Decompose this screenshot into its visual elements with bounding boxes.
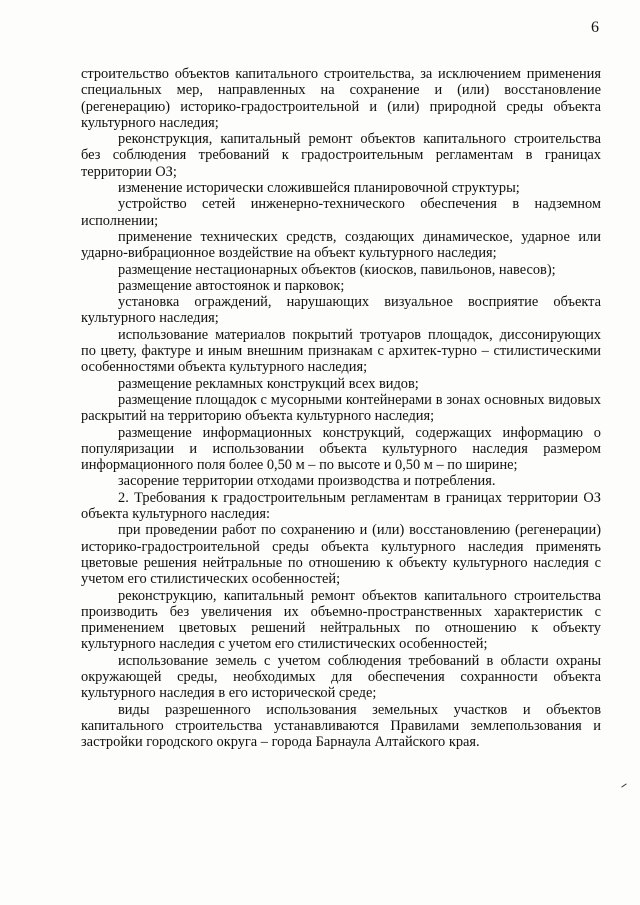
paragraph: строительство объектов капитального строительства, за исключением применения специальных мер, направленных на сохранение и (или) восстановление (регенерацию) историко-градостроительной и (или) природной среды объекта культурного наследия; <box>81 66 601 131</box>
paragraph: при проведении работ по сохранению и (или) восстановлению (регенерации) историко-градостроительной среды объекта культурного наследия применять цветовые решения нейтральные по отношению к объекту культурного наследия с учетом его стилистических особенностей; <box>81 522 601 588</box>
paragraph: применение технических средств, создающих динамическое, ударное или ударно-вибрационное воздействие на объект культурного наследия; <box>81 228 601 262</box>
paragraph: размещение нестационарных объектов (киосков, павильонов, навесов); <box>118 261 556 278</box>
paragraph: установка ограждений, нарушающих визуальное восприятие объекта культурного наследия; <box>81 294 601 327</box>
paragraph: устройство сетей инженерно-технического обеспечения в надземном исполнении; <box>81 196 601 229</box>
paragraph: 2. Требования к градостроительным регламентам в границах территории ОЗ объекта культурного наследия: <box>81 489 601 523</box>
paragraph: использование земель с учетом соблюдения требований в области охраны окружающей среды, необходимых для обеспечения сохранности объекта культурного наследия в его исторической среде; <box>81 652 601 702</box>
paragraph: размещение автостоянок и парковок; <box>118 277 345 294</box>
paragraph: реконструкцию, капитальный ремонт объектов капитального строительства производить без увеличения их объемно-пространственных характеристик с применением цветовых решений нейтральных по отношению к объекту культурного наследия с учетом его стилистических особенностей; <box>81 587 601 653</box>
paragraph: размещение информационных конструкций, содержащих информацию о популяризации и использовании объекта культурного наследия размером информационного поля более 0,50 м – по высоте и 0,50 м – по ширине; <box>81 424 601 474</box>
paragraph: размещение площадок с мусорными контейнерами в зонах основных видовых раскрытий на территорию объекта культурного наследия; <box>81 391 601 425</box>
paragraph: реконструкция, капитальный ремонт объектов капитального строительства без соблюдения требований к градостроительным регламентам в границах территории ОЗ; <box>81 131 601 180</box>
paragraph: засорение территории отходами производства и потребления. <box>118 473 496 490</box>
document-body <box>81 66 601 750</box>
paragraph: виды разрешенного использования земельных участков и объектов капитального строительства устанавливаются Правилами землепользования и застройки городского округа – города Барнаула Алтайского края. <box>81 701 601 751</box>
paragraph: использование материалов покрытий тротуаров площадок, диссонирующих по цвету, фактуре и иным внешним признакам с архитек-турно – стилистическими особенностями объекта культурного наследия; <box>81 326 601 376</box>
paragraph: размещение рекламных конструкций всех видов; <box>118 375 419 392</box>
paragraph: изменение исторически сложившейся планировочной структуры; <box>118 180 520 197</box>
scan-mark <box>621 783 626 787</box>
page-number: 6 <box>591 19 599 36</box>
